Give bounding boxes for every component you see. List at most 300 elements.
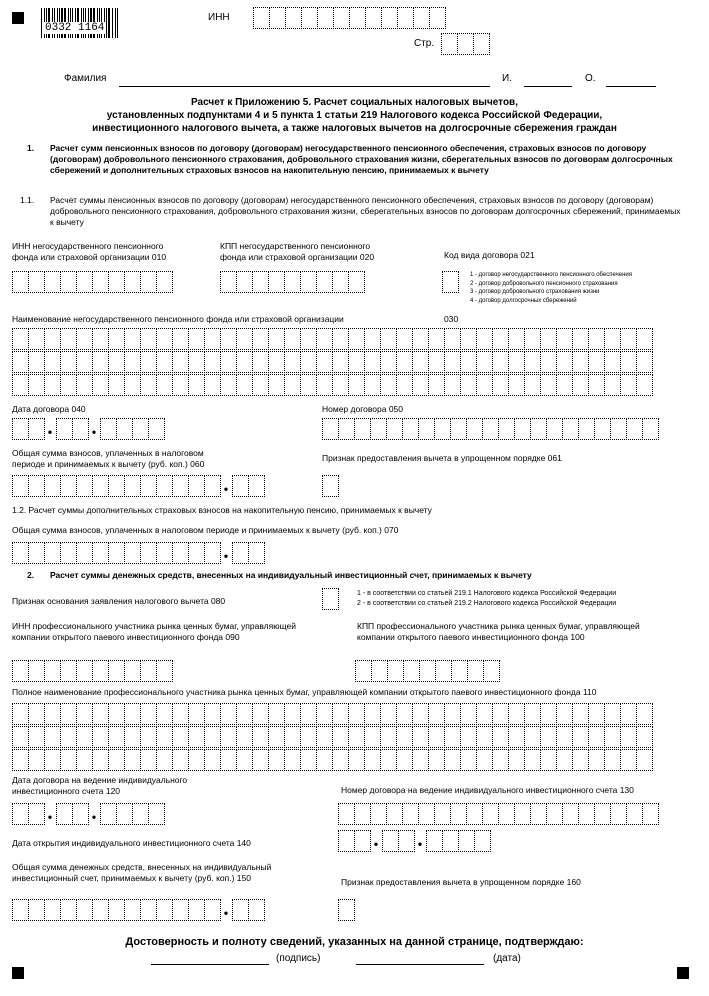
input-cell[interactable] bbox=[252, 749, 269, 771]
input-cell[interactable] bbox=[412, 374, 429, 396]
input-cell[interactable] bbox=[44, 328, 61, 350]
input-cell[interactable] bbox=[60, 660, 77, 682]
input-cell[interactable] bbox=[76, 726, 93, 748]
input-cell[interactable] bbox=[284, 271, 301, 293]
input-cell[interactable] bbox=[300, 703, 317, 725]
input-cell[interactable] bbox=[76, 703, 93, 725]
input-cell[interactable] bbox=[108, 271, 125, 293]
input-cell[interactable] bbox=[140, 271, 157, 293]
input-cell[interactable] bbox=[284, 703, 301, 725]
input-cell[interactable] bbox=[316, 749, 333, 771]
input-cell[interactable] bbox=[435, 660, 452, 682]
input-cell[interactable] bbox=[332, 351, 349, 373]
input-cell[interactable] bbox=[60, 351, 77, 373]
input-cell[interactable] bbox=[508, 726, 525, 748]
field020-cells[interactable] bbox=[220, 271, 364, 293]
input-cell[interactable] bbox=[473, 33, 490, 55]
input-cell[interactable] bbox=[354, 830, 371, 852]
input-cell[interactable] bbox=[380, 749, 397, 771]
input-cell[interactable] bbox=[60, 374, 77, 396]
input-cell[interactable] bbox=[636, 726, 653, 748]
input-cell[interactable] bbox=[132, 803, 149, 825]
input-cell[interactable] bbox=[460, 703, 477, 725]
input-cell[interactable] bbox=[269, 7, 286, 29]
input-cell[interactable] bbox=[188, 542, 205, 564]
input-cell[interactable] bbox=[188, 328, 205, 350]
input-cell[interactable] bbox=[92, 749, 109, 771]
input-cell[interactable] bbox=[44, 726, 61, 748]
input-cell[interactable] bbox=[268, 726, 285, 748]
input-cell[interactable] bbox=[92, 703, 109, 725]
input-cell[interactable] bbox=[284, 749, 301, 771]
input-cell[interactable] bbox=[620, 703, 637, 725]
input-cell[interactable] bbox=[636, 374, 653, 396]
input-cell[interactable] bbox=[220, 374, 237, 396]
input-cell[interactable] bbox=[556, 749, 573, 771]
input-cell[interactable] bbox=[44, 351, 61, 373]
input-cell[interactable] bbox=[236, 328, 253, 350]
input-cell[interactable] bbox=[204, 328, 221, 350]
input-cell[interactable] bbox=[156, 703, 173, 725]
input-cell[interactable] bbox=[620, 374, 637, 396]
input-cell[interactable] bbox=[188, 899, 205, 921]
input-cell[interactable] bbox=[12, 703, 29, 725]
input-cell[interactable] bbox=[636, 328, 653, 350]
input-cell[interactable] bbox=[301, 7, 318, 29]
input-cell[interactable] bbox=[588, 726, 605, 748]
input-cell[interactable] bbox=[28, 803, 45, 825]
input-cell[interactable] bbox=[348, 374, 365, 396]
input-cell[interactable] bbox=[572, 749, 589, 771]
input-cell[interactable] bbox=[364, 351, 381, 373]
input-cell[interactable] bbox=[108, 726, 125, 748]
input-cell[interactable] bbox=[28, 749, 45, 771]
input-cell[interactable] bbox=[268, 351, 285, 373]
field010-cells[interactable] bbox=[12, 271, 172, 293]
input-cell[interactable] bbox=[204, 749, 221, 771]
input-cell[interactable] bbox=[100, 418, 117, 440]
field140-date-cells[interactable] bbox=[338, 830, 490, 852]
input-cell[interactable] bbox=[44, 271, 61, 293]
input-cell[interactable] bbox=[492, 374, 509, 396]
input-cell[interactable] bbox=[474, 830, 491, 852]
input-cell[interactable] bbox=[156, 542, 173, 564]
input-cell[interactable] bbox=[156, 899, 173, 921]
input-cell[interactable] bbox=[419, 660, 436, 682]
input-cell[interactable] bbox=[364, 328, 381, 350]
input-cell[interactable] bbox=[316, 271, 333, 293]
input-cell[interactable] bbox=[140, 542, 157, 564]
input-cell[interactable] bbox=[140, 374, 157, 396]
input-cell[interactable] bbox=[76, 660, 93, 682]
input-cell[interactable] bbox=[594, 418, 611, 440]
input-cell[interactable] bbox=[402, 803, 419, 825]
input-cell[interactable] bbox=[348, 271, 365, 293]
input-cell[interactable] bbox=[332, 703, 349, 725]
input-cell[interactable] bbox=[92, 899, 109, 921]
input-cell[interactable] bbox=[108, 542, 125, 564]
input-cell[interactable] bbox=[386, 803, 403, 825]
input-cell[interactable] bbox=[12, 271, 29, 293]
input-cell[interactable] bbox=[365, 7, 382, 29]
input-cell[interactable] bbox=[332, 749, 349, 771]
input-cell[interactable] bbox=[124, 475, 141, 497]
inn-cells[interactable] bbox=[253, 7, 445, 29]
input-cell[interactable] bbox=[498, 803, 515, 825]
input-cell[interactable] bbox=[380, 328, 397, 350]
input-cell[interactable] bbox=[236, 726, 253, 748]
input-cell[interactable] bbox=[60, 542, 77, 564]
input-cell[interactable] bbox=[116, 803, 133, 825]
input-cell[interactable] bbox=[364, 726, 381, 748]
input-cell[interactable] bbox=[108, 899, 125, 921]
input-cell[interactable] bbox=[380, 374, 397, 396]
input-cell[interactable] bbox=[588, 328, 605, 350]
input-cell[interactable] bbox=[12, 803, 29, 825]
input-cell[interactable] bbox=[316, 726, 333, 748]
input-cell[interactable] bbox=[610, 803, 627, 825]
input-cell[interactable] bbox=[28, 271, 45, 293]
input-cell[interactable] bbox=[572, 726, 589, 748]
input-cell[interactable] bbox=[588, 703, 605, 725]
input-cell[interactable] bbox=[348, 351, 365, 373]
input-cell[interactable] bbox=[386, 418, 403, 440]
field061-cells[interactable] bbox=[322, 475, 338, 497]
input-cell[interactable] bbox=[444, 749, 461, 771]
input-cell[interactable] bbox=[316, 374, 333, 396]
input-cell[interactable] bbox=[626, 418, 643, 440]
input-cell[interactable] bbox=[540, 703, 557, 725]
input-cell[interactable] bbox=[92, 660, 109, 682]
input-cell[interactable] bbox=[524, 726, 541, 748]
input-cell[interactable] bbox=[412, 749, 429, 771]
input-cell[interactable] bbox=[56, 418, 73, 440]
input-cell[interactable] bbox=[604, 328, 621, 350]
input-cell[interactable] bbox=[76, 749, 93, 771]
input-cell[interactable] bbox=[124, 374, 141, 396]
input-cell[interactable] bbox=[156, 374, 173, 396]
input-cell[interactable] bbox=[172, 374, 189, 396]
input-cell[interactable] bbox=[12, 660, 29, 682]
input-cell[interactable] bbox=[578, 803, 595, 825]
input-cell[interactable] bbox=[12, 726, 29, 748]
input-cell[interactable] bbox=[188, 475, 205, 497]
input-cell[interactable] bbox=[92, 542, 109, 564]
input-cell[interactable] bbox=[316, 328, 333, 350]
input-cell[interactable] bbox=[620, 328, 637, 350]
input-cell[interactable] bbox=[387, 660, 404, 682]
input-cell[interactable] bbox=[108, 660, 125, 682]
input-cell[interactable] bbox=[56, 803, 73, 825]
input-cell[interactable] bbox=[322, 475, 339, 497]
input-cell[interactable] bbox=[188, 749, 205, 771]
input-cell[interactable] bbox=[442, 271, 459, 293]
input-cell[interactable] bbox=[636, 351, 653, 373]
input-cell[interactable] bbox=[364, 703, 381, 725]
input-cell[interactable] bbox=[28, 703, 45, 725]
input-cell[interactable] bbox=[348, 703, 365, 725]
input-cell[interactable] bbox=[332, 271, 349, 293]
input-cell[interactable] bbox=[429, 7, 446, 29]
input-cell[interactable] bbox=[60, 271, 77, 293]
input-cell[interactable] bbox=[124, 660, 141, 682]
field110-row1-cells[interactable] bbox=[12, 703, 652, 725]
input-cell[interactable] bbox=[300, 726, 317, 748]
input-cell[interactable] bbox=[124, 271, 141, 293]
input-cell[interactable] bbox=[188, 374, 205, 396]
input-cell[interactable] bbox=[604, 749, 621, 771]
input-cell[interactable] bbox=[370, 418, 387, 440]
input-cell[interactable] bbox=[338, 803, 355, 825]
input-cell[interactable] bbox=[124, 749, 141, 771]
input-cell[interactable] bbox=[92, 374, 109, 396]
input-cell[interactable] bbox=[108, 374, 125, 396]
input-cell[interactable] bbox=[252, 703, 269, 725]
input-cell[interactable] bbox=[148, 803, 165, 825]
input-cell[interactable] bbox=[252, 328, 269, 350]
input-cell[interactable] bbox=[412, 328, 429, 350]
input-cell[interactable] bbox=[572, 703, 589, 725]
input-cell[interactable] bbox=[524, 703, 541, 725]
input-cell[interactable] bbox=[370, 803, 387, 825]
input-cell[interactable] bbox=[442, 830, 459, 852]
field030-row3-cells[interactable] bbox=[12, 374, 652, 396]
input-cell[interactable] bbox=[322, 418, 339, 440]
input-cell[interactable] bbox=[140, 749, 157, 771]
input-cell[interactable] bbox=[300, 351, 317, 373]
input-cell[interactable] bbox=[188, 726, 205, 748]
input-cell[interactable] bbox=[604, 703, 621, 725]
input-cell[interactable] bbox=[220, 271, 237, 293]
input-cell[interactable] bbox=[514, 418, 531, 440]
input-cell[interactable] bbox=[642, 418, 659, 440]
field110-row2-cells[interactable] bbox=[12, 726, 652, 748]
field150-amount-cells[interactable] bbox=[12, 899, 264, 921]
input-cell[interactable] bbox=[248, 542, 265, 564]
input-cell[interactable] bbox=[12, 374, 29, 396]
input-cell[interactable] bbox=[236, 351, 253, 373]
input-cell[interactable] bbox=[300, 271, 317, 293]
input-cell[interactable] bbox=[428, 328, 445, 350]
input-cell[interactable] bbox=[124, 899, 141, 921]
field130-cells[interactable] bbox=[338, 803, 658, 825]
input-cell[interactable] bbox=[92, 475, 109, 497]
input-cell[interactable] bbox=[284, 374, 301, 396]
input-cell[interactable] bbox=[300, 374, 317, 396]
field030-row2-cells[interactable] bbox=[12, 351, 652, 373]
input-cell[interactable] bbox=[108, 328, 125, 350]
input-cell[interactable] bbox=[396, 726, 413, 748]
input-cell[interactable] bbox=[108, 475, 125, 497]
input-cell[interactable] bbox=[381, 7, 398, 29]
input-cell[interactable] bbox=[588, 374, 605, 396]
input-cell[interactable] bbox=[12, 328, 29, 350]
input-cell[interactable] bbox=[412, 351, 429, 373]
field090-cells[interactable] bbox=[12, 660, 172, 682]
input-cell[interactable] bbox=[76, 271, 93, 293]
input-cell[interactable] bbox=[426, 830, 443, 852]
input-cell[interactable] bbox=[156, 328, 173, 350]
input-cell[interactable] bbox=[354, 418, 371, 440]
field160-cells[interactable] bbox=[338, 899, 354, 921]
input-cell[interactable] bbox=[322, 588, 339, 610]
input-cell[interactable] bbox=[524, 328, 541, 350]
input-cell[interactable] bbox=[492, 749, 509, 771]
input-cell[interactable] bbox=[482, 803, 499, 825]
input-cell[interactable] bbox=[108, 351, 125, 373]
input-cell[interactable] bbox=[441, 33, 458, 55]
input-cell[interactable] bbox=[300, 328, 317, 350]
input-cell[interactable] bbox=[572, 328, 589, 350]
input-cell[interactable] bbox=[466, 803, 483, 825]
input-cell[interactable] bbox=[380, 703, 397, 725]
input-cell[interactable] bbox=[428, 726, 445, 748]
input-cell[interactable] bbox=[132, 418, 149, 440]
input-cell[interactable] bbox=[492, 726, 509, 748]
input-cell[interactable] bbox=[188, 703, 205, 725]
input-cell[interactable] bbox=[236, 271, 253, 293]
input-cell[interactable] bbox=[92, 271, 109, 293]
input-cell[interactable] bbox=[268, 374, 285, 396]
initial-i-field[interactable] bbox=[524, 86, 572, 87]
input-cell[interactable] bbox=[232, 475, 249, 497]
input-cell[interactable] bbox=[236, 749, 253, 771]
input-cell[interactable] bbox=[476, 749, 493, 771]
input-cell[interactable] bbox=[620, 351, 637, 373]
input-cell[interactable] bbox=[316, 703, 333, 725]
input-cell[interactable] bbox=[403, 660, 420, 682]
input-cell[interactable] bbox=[508, 328, 525, 350]
input-cell[interactable] bbox=[498, 418, 515, 440]
input-cell[interactable] bbox=[156, 475, 173, 497]
input-cell[interactable] bbox=[172, 542, 189, 564]
input-cell[interactable] bbox=[108, 749, 125, 771]
initial-o-field[interactable] bbox=[606, 86, 656, 87]
input-cell[interactable] bbox=[236, 374, 253, 396]
page-number-cells[interactable] bbox=[441, 33, 489, 55]
input-cell[interactable] bbox=[220, 703, 237, 725]
input-cell[interactable] bbox=[12, 749, 29, 771]
input-cell[interactable] bbox=[466, 418, 483, 440]
input-cell[interactable] bbox=[72, 418, 89, 440]
input-cell[interactable] bbox=[92, 351, 109, 373]
input-cell[interactable] bbox=[204, 899, 221, 921]
input-cell[interactable] bbox=[252, 726, 269, 748]
input-cell[interactable] bbox=[546, 803, 563, 825]
input-cell[interactable] bbox=[44, 542, 61, 564]
input-cell[interactable] bbox=[248, 899, 265, 921]
input-cell[interactable] bbox=[220, 726, 237, 748]
input-cell[interactable] bbox=[348, 726, 365, 748]
input-cell[interactable] bbox=[476, 726, 493, 748]
field110-row3-cells[interactable] bbox=[12, 749, 652, 771]
input-cell[interactable] bbox=[524, 749, 541, 771]
input-cell[interactable] bbox=[398, 830, 415, 852]
input-cell[interactable] bbox=[60, 726, 77, 748]
input-cell[interactable] bbox=[232, 542, 249, 564]
input-cell[interactable] bbox=[156, 726, 173, 748]
input-cell[interactable] bbox=[348, 749, 365, 771]
input-cell[interactable] bbox=[482, 418, 499, 440]
input-cell[interactable] bbox=[268, 271, 285, 293]
input-cell[interactable] bbox=[284, 351, 301, 373]
input-cell[interactable] bbox=[140, 660, 157, 682]
field050-cells[interactable] bbox=[322, 418, 658, 440]
input-cell[interactable] bbox=[108, 703, 125, 725]
input-cell[interactable] bbox=[316, 351, 333, 373]
input-cell[interactable] bbox=[467, 660, 484, 682]
input-cell[interactable] bbox=[72, 803, 89, 825]
input-cell[interactable] bbox=[626, 803, 643, 825]
input-cell[interactable] bbox=[204, 475, 221, 497]
input-cell[interactable] bbox=[140, 351, 157, 373]
input-cell[interactable] bbox=[364, 749, 381, 771]
signature-line[interactable] bbox=[151, 964, 269, 965]
input-cell[interactable] bbox=[172, 749, 189, 771]
input-cell[interactable] bbox=[285, 7, 302, 29]
input-cell[interactable] bbox=[76, 351, 93, 373]
input-cell[interactable] bbox=[476, 328, 493, 350]
input-cell[interactable] bbox=[444, 328, 461, 350]
input-cell[interactable] bbox=[540, 726, 557, 748]
input-cell[interactable] bbox=[204, 726, 221, 748]
input-cell[interactable] bbox=[317, 7, 334, 29]
input-cell[interactable] bbox=[556, 703, 573, 725]
input-cell[interactable] bbox=[355, 660, 372, 682]
input-cell[interactable] bbox=[338, 418, 355, 440]
input-cell[interactable] bbox=[540, 749, 557, 771]
input-cell[interactable] bbox=[492, 703, 509, 725]
input-cell[interactable] bbox=[572, 374, 589, 396]
input-cell[interactable] bbox=[546, 418, 563, 440]
input-cell[interactable] bbox=[156, 271, 173, 293]
input-cell[interactable] bbox=[483, 660, 500, 682]
input-cell[interactable] bbox=[434, 418, 451, 440]
input-cell[interactable] bbox=[380, 726, 397, 748]
input-cell[interactable] bbox=[578, 418, 595, 440]
input-cell[interactable] bbox=[418, 803, 435, 825]
input-cell[interactable] bbox=[28, 328, 45, 350]
input-cell[interactable] bbox=[457, 33, 474, 55]
input-cell[interactable] bbox=[460, 328, 477, 350]
input-cell[interactable] bbox=[44, 660, 61, 682]
input-cell[interactable] bbox=[476, 703, 493, 725]
surname-field[interactable] bbox=[119, 86, 490, 87]
input-cell[interactable] bbox=[140, 899, 157, 921]
input-cell[interactable] bbox=[12, 351, 29, 373]
input-cell[interactable] bbox=[604, 374, 621, 396]
input-cell[interactable] bbox=[397, 7, 414, 29]
input-cell[interactable] bbox=[156, 749, 173, 771]
field120-date-cells[interactable] bbox=[12, 803, 164, 825]
input-cell[interactable] bbox=[12, 542, 29, 564]
input-cell[interactable] bbox=[60, 749, 77, 771]
input-cell[interactable] bbox=[28, 899, 45, 921]
input-cell[interactable] bbox=[12, 418, 29, 440]
input-cell[interactable] bbox=[492, 351, 509, 373]
input-cell[interactable] bbox=[428, 374, 445, 396]
input-cell[interactable] bbox=[140, 726, 157, 748]
input-cell[interactable] bbox=[92, 328, 109, 350]
input-cell[interactable] bbox=[556, 374, 573, 396]
input-cell[interactable] bbox=[413, 7, 430, 29]
input-cell[interactable] bbox=[588, 351, 605, 373]
input-cell[interactable] bbox=[140, 328, 157, 350]
input-cell[interactable] bbox=[333, 7, 350, 29]
input-cell[interactable] bbox=[204, 703, 221, 725]
input-cell[interactable] bbox=[28, 418, 45, 440]
input-cell[interactable] bbox=[124, 351, 141, 373]
